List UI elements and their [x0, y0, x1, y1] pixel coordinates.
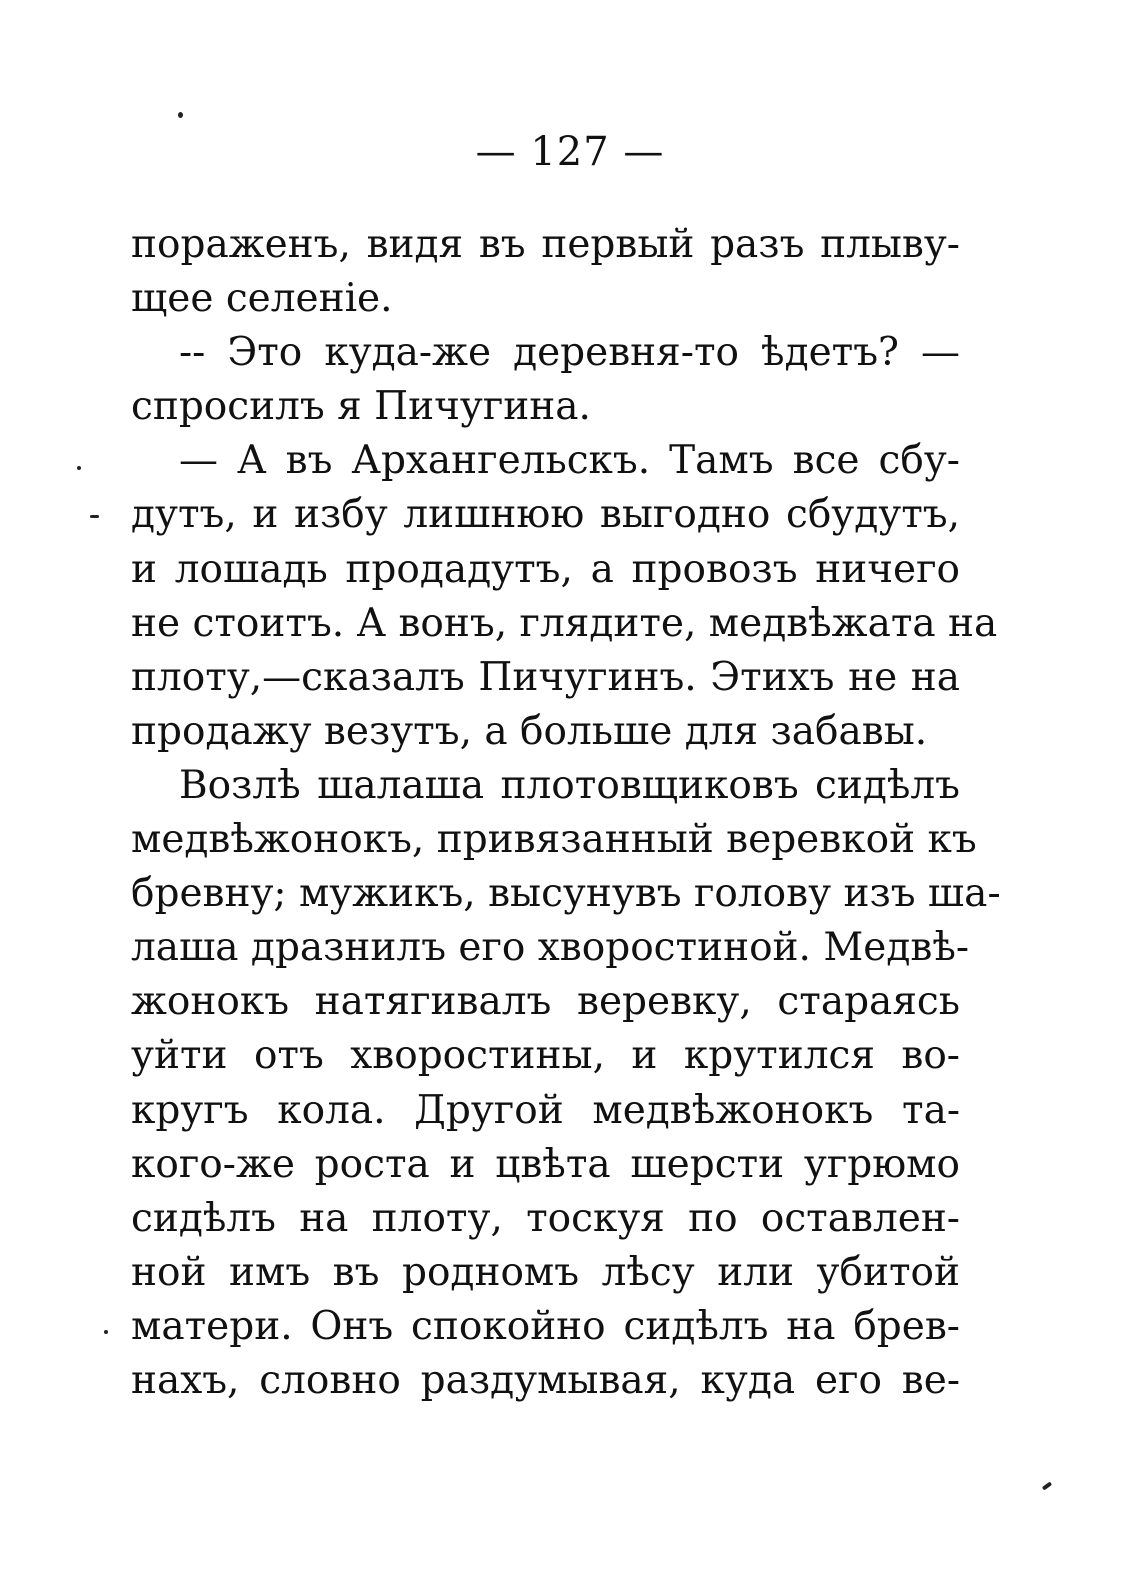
text-line: спросилъ я Пичугина. — [131, 384, 591, 430]
text-line: и лошадь продадутъ, а провозъ ничего — [131, 546, 960, 592]
text-line: дутъ, и избу лишнюю выгодно сбудутъ, — [131, 492, 960, 538]
text-line: жонокъ натягивалъ веревку, стараясь — [131, 979, 960, 1025]
page-number: — 127 — — [475, 129, 665, 175]
text-line: матери. Онъ спокойно сидѣлъ на брев- — [131, 1303, 960, 1349]
text-line: не стоитъ. А вонъ, глядите, медвѣжата на — [131, 600, 998, 646]
text-line: медвѣжонокъ, привязанный веревкой къ — [131, 817, 977, 863]
text-line: кругъ кола. Другой медвѣжонокъ та- — [131, 1087, 960, 1133]
text-line: сидѣлъ на плоту, тоскуя по оставлен- — [131, 1195, 960, 1241]
text-line: уйти отъ хворостины, и крутился во- — [131, 1033, 960, 1079]
scan-speck — [90, 515, 99, 518]
text-line: кого-же роста и цвѣта шерсти угрюмо — [131, 1141, 960, 1187]
text-line: лаша дразнилъ его хворостиной. Медвѣ- — [131, 925, 970, 971]
scan-speck — [77, 466, 81, 470]
text-line: плоту,—сказалъ Пичугинъ. Этихъ не на — [131, 654, 960, 700]
text-line: нахъ, словно раздумывая, куда его ве- — [131, 1357, 960, 1403]
scan-speck — [104, 1330, 108, 1334]
body-text — [131, 218, 1001, 1408]
text-line: щее селенiе. — [131, 276, 393, 322]
scan-speck — [178, 112, 183, 118]
text-line: бревну; мужикъ, высунувъ голову изъ ша- — [131, 871, 1001, 917]
text-line: пораженъ, видя въ первый разъ плыву- — [131, 222, 960, 267]
text-line: -- Это куда-же деревня-то ѣдетъ? — — [179, 330, 960, 376]
text-line: ной имъ въ родномъ лѣсу или убитой — [131, 1249, 960, 1295]
scan-speck — [1042, 1481, 1052, 1490]
text-line: Возлѣ шалаша плотовщиковъ сидѣлъ — [179, 762, 960, 808]
text-line: продажу везутъ, а больше для забавы. — [131, 708, 928, 754]
text-line: — А въ Архангельскъ. Тамъ все сбу- — [179, 438, 960, 484]
